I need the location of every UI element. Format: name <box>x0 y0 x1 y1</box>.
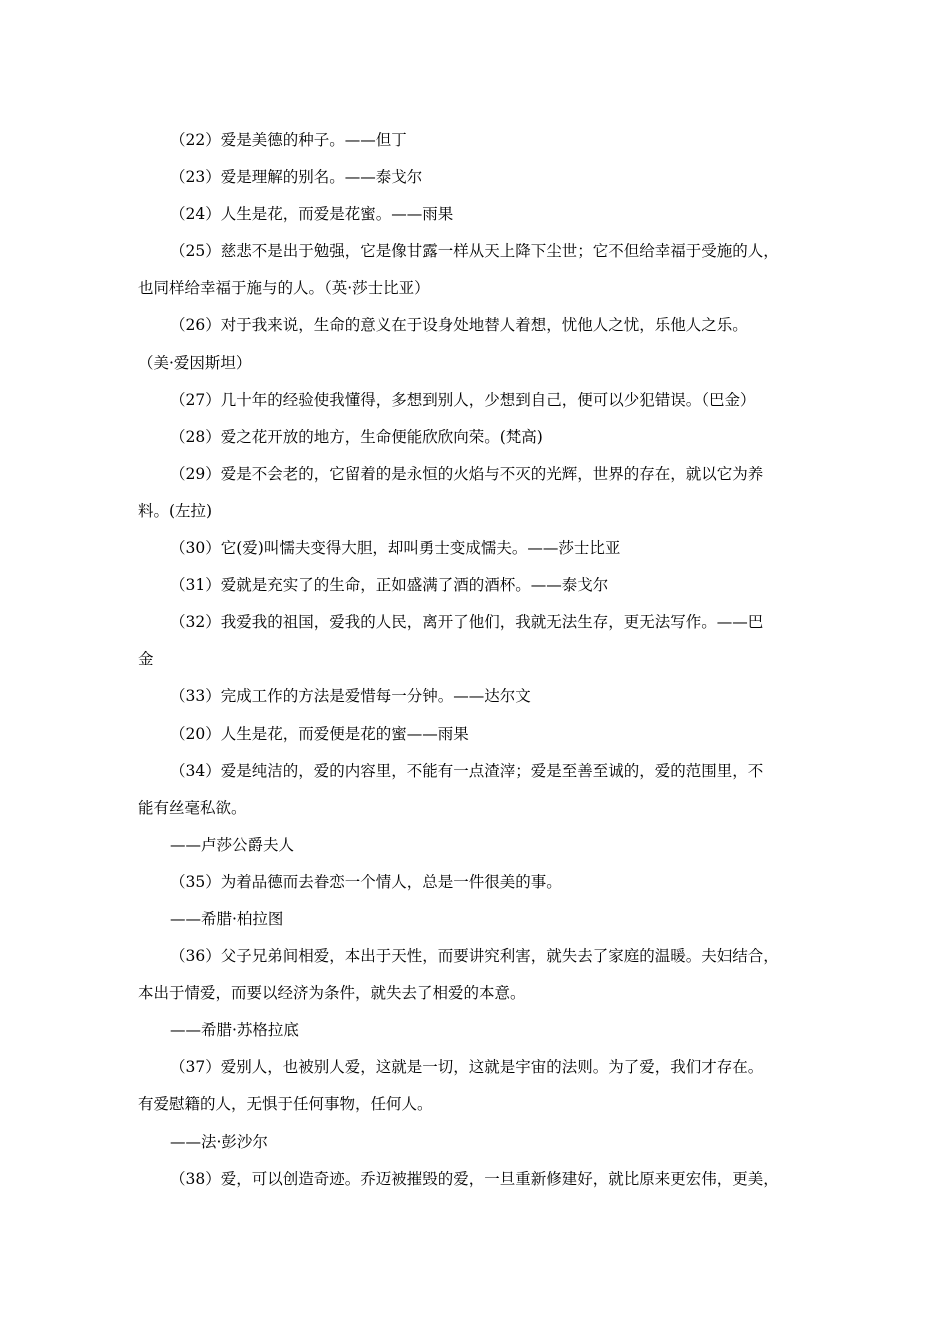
text-line: 本出于情爱，而要以经济为条件，就失去了相爱的本意。 <box>138 984 526 1003</box>
text-line: （28）爱之花开放的地方，生命便能欣欣向荣。(梵高) <box>170 427 543 446</box>
text-line: 金 <box>138 650 154 669</box>
text-line: ——希腊·柏拉图 <box>170 909 284 928</box>
text-line: （36）父子兄弟间相爱，本出于天性，而要讲究利害，就失去了家庭的温暖。夫妇结合， <box>170 947 779 966</box>
text-line: 料。(左拉) <box>138 501 213 520</box>
text-line: （22）爱是美德的种子。——但丁 <box>170 131 407 149</box>
text-line: （33）完成工作的方法是爱惜每一分钟。——达尔文 <box>170 687 531 706</box>
text-line: （32）我爱我的祖国，爱我的人民，离开了他们，我就无法生存，更无法写作。——巴 <box>170 613 764 632</box>
text-line: （24）人生是花，而爱是花蜜。——雨果 <box>170 205 454 224</box>
text-line: （30）它(爱)叫懦夫变得大胆，却叫勇士变成懦夫。——莎士比亚 <box>170 539 621 558</box>
text-line: （美·爱因斯坦） <box>138 353 252 372</box>
text-line: （29）爱是不会老的，它留着的是永恒的火焰与不灭的光辉，世界的存在，就以它为养 <box>170 464 764 483</box>
text-line: 有爱慰籍的人，无惧于任何事物，任何人。 <box>138 1095 433 1114</box>
text-line: （35）为着品德而去眷恋一个情人，总是一件很美的事。 <box>170 872 562 891</box>
text-line: 也同样给幸福于施与的人。（英·莎士比亚） <box>138 279 430 298</box>
text-line: （37）爱别人，也被别人爱，这就是一切，这就是宇宙的法则。为了爱，我们才存在。 <box>170 1058 764 1077</box>
text-line: ——法·彭沙尔 <box>170 1132 268 1151</box>
text-line: （23）爱是理解的别名。——泰戈尔 <box>170 168 423 187</box>
quote-text-body <box>138 122 818 1198</box>
text-line: （26）对于我来说，生命的意义在于设身处地替人着想，忧他人之忧，乐他人之乐。 <box>170 316 748 335</box>
text-line: （31）爱就是充实了的生命，正如盛满了酒的酒杯。——泰戈尔 <box>170 576 609 595</box>
text-line: （25）慈悲不是出于勉强，它是像甘露一样从天上降下尘世；它不但给幸福于受施的人， <box>170 242 779 261</box>
text-line: ——卢莎公爵夫人 <box>170 835 295 854</box>
text-line: （27）几十年的经验使我懂得，多想到别人，少想到自己，便可以少犯错误。（巴金） <box>170 390 756 409</box>
text-line: （38）爱，可以创造奇迹。乔迈被摧毁的爱，一旦重新修建好，就比原来更宏伟，更美， <box>170 1169 779 1188</box>
text-line: 能有丝毫私欲。 <box>138 798 247 817</box>
text-line: （20）人生是花，而爱便是花的蜜——雨果 <box>170 724 469 743</box>
text-line: ——希腊·苏格拉底 <box>170 1021 299 1040</box>
text-line: （34）爱是纯洁的，爱的内容里，不能有一点渣滓；爱是至善至诚的，爱的范围里，不 <box>170 761 764 780</box>
